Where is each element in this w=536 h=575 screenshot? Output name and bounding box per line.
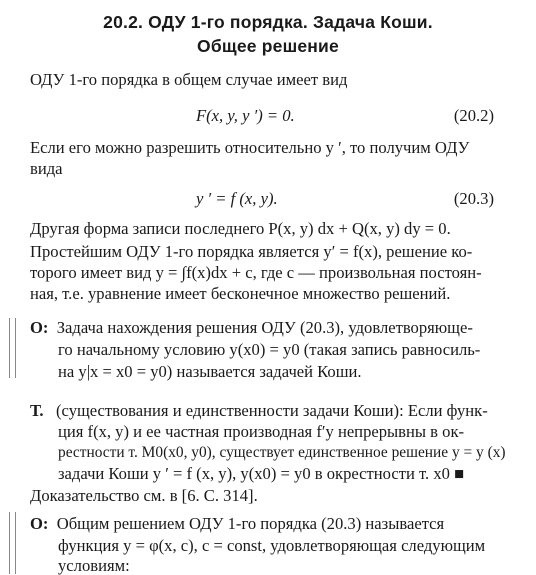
equation-number-20-2: (20.2) <box>453 106 494 125</box>
definition-2-line3: условиям: <box>58 556 130 575</box>
definition-1-line2: го начальному условию y(x0) = y0 (такая запись равносиль- <box>58 340 481 359</box>
definition-1-line1 <box>30 320 473 337</box>
definition-2-label: О: <box>30 514 49 533</box>
definition-label: О: <box>30 318 49 337</box>
paragraph-4-line3: ная, т.е. уравнение имеет бесконечное множество решений. <box>30 284 451 303</box>
section-title-line2: Общее решение <box>197 36 339 56</box>
definition-2-line2: функция y = φ(x, c), c = const, удовлетворяющая следующим <box>58 536 486 555</box>
theorem-text1: (существования и единственности задачи Коши): Если функ- <box>56 401 488 420</box>
paragraph-3: Другая форма записи последнего P(x, y) dx + Q(x, y) dy = 0. <box>30 219 451 238</box>
definition-margin-bar <box>9 318 16 378</box>
theorem-proof-ref: Доказательство см. в [6. С. 314]. <box>30 486 258 505</box>
equation-20-3: y ′ = f (x, y). <box>196 189 278 208</box>
theorem-line4: задачи Коши y ′ = f (x, y), y(x0) = y0 в окрестности т. x0 ■ <box>58 464 465 483</box>
definition-1-text1: Задача нахождения решения ОДУ (20.3), удовлетворяюще- <box>56 318 473 337</box>
definition-1-line3: на y|x = x0 = y0) называется задачей Коши. <box>58 362 362 381</box>
paragraph-4-line1: Простейшим ОДУ 1-го порядка является y′ = f(x), решение ко- <box>30 242 473 261</box>
definition-2-line1 <box>30 516 444 533</box>
equation-number-20-3: (20.3) <box>453 189 494 208</box>
equation-20-2: F(x, y, y ′) = 0. <box>196 106 295 125</box>
theorem-label: Т. <box>30 401 44 420</box>
theorem-line3: рестности т. M0(x0, y0), существует единственное решение y = y (x) <box>58 444 506 461</box>
section-title-line1: 20.2. ОДУ 1-го порядка. Задача Коши. <box>103 12 433 32</box>
intro-text: ОДУ 1-го порядка в общем случае имеет вид <box>30 70 348 89</box>
paragraph-4-line2: торого имеет вид y = ∫f(x)dx + c, где c — произвольная постоян- <box>30 263 482 282</box>
theorem-line1 <box>30 403 488 420</box>
theorem-line2: ция f(x, y) и ее частная производная f′y непрерывны в ок- <box>58 422 465 441</box>
definition-2-margin-bar <box>9 512 16 574</box>
paragraph-2-line2: вида <box>30 159 63 178</box>
definition-2-text1: Общим решением ОДУ 1-го порядка (20.3) называется <box>56 514 445 533</box>
paragraph-2-line1: Если его можно разрешить относительно y ′, то получим ОДУ <box>30 138 470 157</box>
